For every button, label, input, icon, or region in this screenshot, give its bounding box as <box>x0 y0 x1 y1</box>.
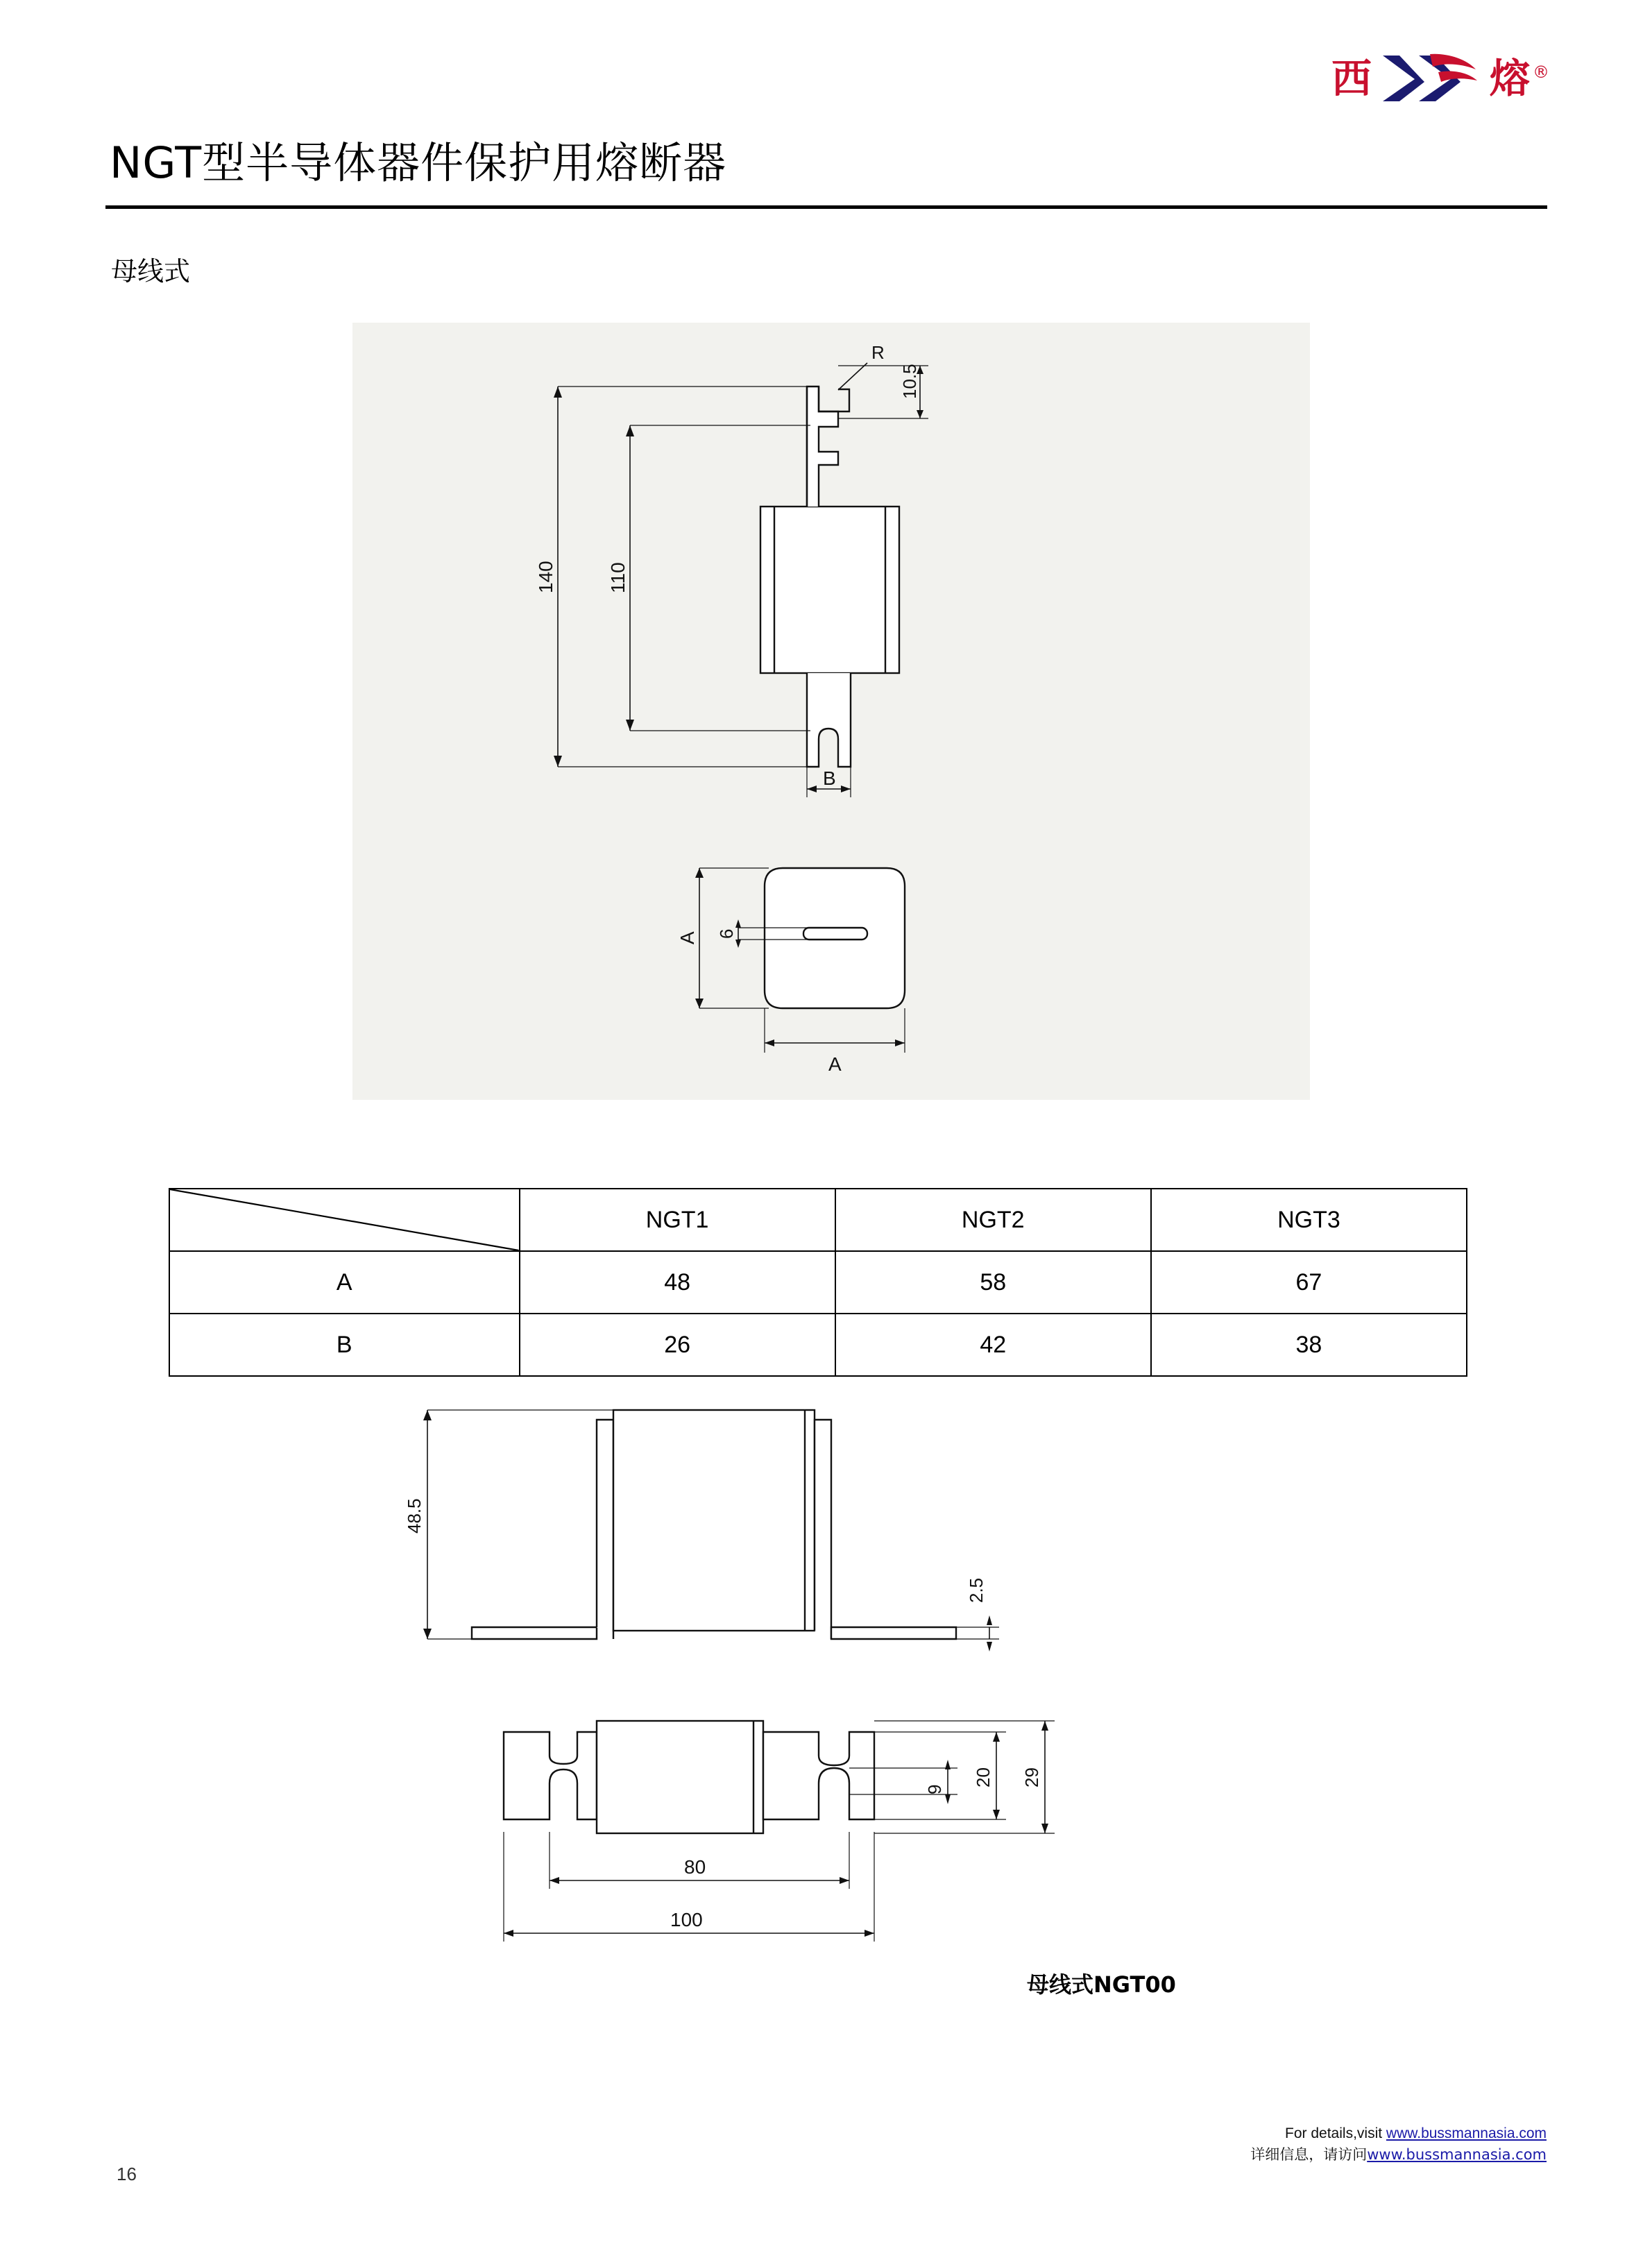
footer-cn-prefix: 详细信息，请访问 <box>1250 2146 1368 2164</box>
svg-text:80: 80 <box>684 1856 706 1878</box>
cell-a-ngt1: 48 <box>520 1251 835 1314</box>
row-label-a: A <box>169 1251 520 1314</box>
svg-text:20: 20 <box>973 1767 994 1787</box>
page-number: 16 <box>117 2164 137 2184</box>
footer-link-cn[interactable]: www.bussmannasia.com <box>1367 2146 1547 2164</box>
busbar-fuse-dimension-drawing <box>352 323 1310 1100</box>
svg-text:110: 110 <box>607 562 629 593</box>
svg-text:48.5: 48.5 <box>404 1498 425 1534</box>
title-divider <box>105 205 1547 209</box>
cell-b-ngt2: 42 <box>835 1314 1151 1376</box>
svg-text:10.5: 10.5 <box>899 364 920 399</box>
svg-text:100: 100 <box>670 1909 703 1930</box>
svg-text:140: 140 <box>535 561 556 593</box>
svg-text:6: 6 <box>716 928 737 939</box>
svg-text:R: R <box>871 342 885 363</box>
footer-line-cn <box>1250 2144 1547 2165</box>
cell-b-ngt3: 38 <box>1151 1314 1467 1376</box>
registered-trademark-icon: ® <box>1533 62 1549 82</box>
table-row <box>169 1251 1467 1314</box>
svg-text:9: 9 <box>924 1784 945 1794</box>
table-header-ngt1: NGT1 <box>520 1189 835 1251</box>
logo-text-right: 熔 <box>1489 55 1530 102</box>
cell-a-ngt3: 67 <box>1151 1251 1467 1314</box>
row-label-b: B <box>169 1314 520 1376</box>
svg-text:29: 29 <box>1021 1767 1042 1787</box>
table-header-ngt3: NGT3 <box>1151 1189 1467 1251</box>
footer-line-en <box>1250 2123 1547 2144</box>
svg-text:A: A <box>828 1053 842 1075</box>
cell-a-ngt2: 58 <box>835 1251 1151 1314</box>
footer <box>1250 2123 1547 2166</box>
table-row <box>169 1314 1467 1376</box>
table-header-row <box>169 1189 1467 1251</box>
logo-text-left: 西 <box>1331 55 1372 102</box>
dimension-table <box>169 1188 1467 1377</box>
figure-caption: 母线式NGT00 <box>1027 1971 1176 1998</box>
table-header-ngt2: NGT2 <box>835 1189 1151 1251</box>
page-title: NGT型半导体器件保护用熔断器 <box>110 137 727 188</box>
footer-en-prefix: For details,visit <box>1285 2125 1386 2141</box>
table-corner-cell <box>169 1189 520 1251</box>
section-subtitle: 母线式 <box>111 256 191 287</box>
ngt00-busbar-drawing <box>389 1395 1242 2005</box>
svg-text:A: A <box>676 931 698 944</box>
cell-b-ngt1: 26 <box>520 1314 835 1376</box>
brand-logo <box>1258 40 1549 117</box>
svg-text:B: B <box>823 767 836 789</box>
footer-link-en[interactable]: www.bussmannasia.com <box>1386 2125 1547 2141</box>
svg-text:2.5: 2.5 <box>966 1577 987 1603</box>
xr-monogram-icon <box>1379 51 1483 105</box>
